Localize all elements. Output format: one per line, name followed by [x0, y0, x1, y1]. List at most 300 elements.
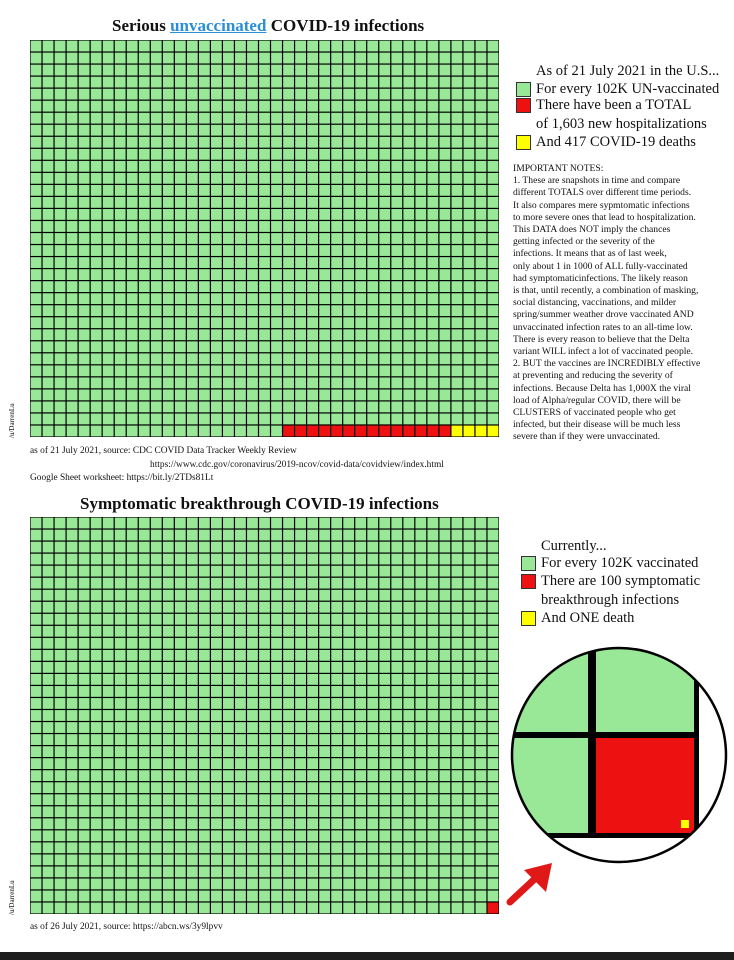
waffle-cell	[271, 590, 282, 601]
waffle-cell	[403, 903, 414, 914]
waffle-cell	[391, 782, 402, 793]
waffle-cell	[223, 770, 234, 781]
waffle-cell	[103, 879, 114, 890]
waffle-cell	[452, 542, 463, 553]
waffle-cell	[91, 414, 102, 425]
waffle-cell-red	[367, 426, 378, 437]
waffle-cell	[139, 221, 150, 232]
waffle-cell	[283, 221, 294, 232]
waffle-cell	[319, 402, 330, 413]
waffle-cell	[247, 113, 258, 124]
waffle-cell	[439, 353, 450, 364]
waffle-cell	[464, 197, 475, 208]
waffle-cell	[427, 197, 438, 208]
waffle-cell	[319, 578, 330, 589]
note-line: It also compares mere sypmtomatic infections	[513, 199, 690, 211]
waffle-cell	[79, 353, 90, 364]
waffle-cell	[151, 650, 162, 661]
waffle-cell	[115, 578, 126, 589]
waffle-cell	[439, 758, 450, 769]
waffle-cell	[367, 161, 378, 172]
waffle-cell	[367, 233, 378, 244]
waffle-cell	[259, 903, 270, 914]
waffle-cell	[127, 257, 138, 268]
waffle-cell	[43, 758, 54, 769]
waffle-cell	[79, 710, 90, 721]
waffle-cell	[115, 173, 126, 184]
waffle-cell	[151, 722, 162, 733]
waffle-cell	[259, 281, 270, 292]
waffle-cell	[391, 305, 402, 316]
waffle-cell	[43, 389, 54, 400]
waffle-cell	[67, 758, 78, 769]
waffle-cell	[55, 710, 66, 721]
waffle-cell	[379, 578, 390, 589]
waffle-cell	[199, 590, 210, 601]
waffle-cell	[331, 402, 342, 413]
waffle-cell	[403, 317, 414, 328]
waffle-cell	[103, 734, 114, 745]
waffle-cell	[223, 341, 234, 352]
waffle-cell	[235, 891, 246, 902]
waffle-cell	[415, 674, 426, 685]
waffle-cell	[139, 842, 150, 853]
waffle-cell	[67, 426, 78, 437]
waffle-cell	[439, 161, 450, 172]
waffle-cell	[31, 149, 42, 160]
waffle-cell	[115, 402, 126, 413]
waffle-cell	[79, 101, 90, 112]
waffle-cell	[31, 602, 42, 613]
waffle-cell	[103, 341, 114, 352]
waffle-cell	[271, 722, 282, 733]
waffle-cell	[163, 662, 174, 673]
waffle-cell	[235, 903, 246, 914]
waffle-cell	[319, 257, 330, 268]
waffle-cell	[103, 137, 114, 148]
waffle-cell	[67, 197, 78, 208]
waffle-cell	[391, 89, 402, 100]
waffle-cell	[55, 566, 66, 577]
waffle-cell	[151, 626, 162, 637]
waffle-cell	[31, 426, 42, 437]
waffle-cell	[31, 758, 42, 769]
waffle-cell	[79, 770, 90, 781]
waffle-cell	[223, 578, 234, 589]
waffle-cell	[283, 842, 294, 853]
waffle-cell	[55, 389, 66, 400]
waffle-cell	[187, 638, 198, 649]
waffle-cell	[103, 590, 114, 601]
waffle-cell	[31, 257, 42, 268]
waffle-cell	[379, 353, 390, 364]
waffle-cell	[331, 686, 342, 697]
waffle-cell	[488, 77, 499, 88]
waffle-cell	[476, 746, 487, 757]
waffle-cell	[391, 758, 402, 769]
waffle-cell	[415, 698, 426, 709]
waffle-cell	[55, 650, 66, 661]
waffle-cell	[127, 197, 138, 208]
waffle-cell	[247, 305, 258, 316]
waffle-cell	[259, 185, 270, 196]
waffle-cell	[163, 185, 174, 196]
waffle-cell	[452, 414, 463, 425]
waffle-cell	[343, 710, 354, 721]
waffle-cell	[343, 353, 354, 364]
waffle-cell	[331, 161, 342, 172]
waffle-cell	[235, 245, 246, 256]
waffle-cell	[259, 854, 270, 865]
waffle-cell	[247, 89, 258, 100]
waffle-cell	[151, 317, 162, 328]
waffle-cell	[367, 257, 378, 268]
waffle-cell	[199, 53, 210, 64]
waffle-cell	[319, 221, 330, 232]
waffle-cell	[427, 758, 438, 769]
waffle-cell	[488, 638, 499, 649]
waffle-cell	[151, 185, 162, 196]
waffle-cell	[139, 710, 150, 721]
waffle-cell	[43, 842, 54, 853]
waffle-cell	[331, 173, 342, 184]
waffle-cell	[79, 830, 90, 841]
waffle-cell	[283, 602, 294, 613]
waffle-cell	[427, 113, 438, 124]
waffle-cell	[464, 686, 475, 697]
waffle-cell	[259, 710, 270, 721]
waffle-cell	[488, 317, 499, 328]
waffle-cell	[391, 257, 402, 268]
waffle-cell	[67, 329, 78, 340]
waffle-cell	[379, 161, 390, 172]
waffle-cell	[452, 305, 463, 316]
waffle-cell	[163, 101, 174, 112]
waffle-cell	[175, 662, 186, 673]
waffle-cell	[355, 389, 366, 400]
waffle-cell	[175, 734, 186, 745]
waffle-cell	[439, 710, 450, 721]
waffle-cell	[464, 602, 475, 613]
waffle-cell	[283, 113, 294, 124]
zoom-cell-bottom-left	[508, 738, 588, 833]
waffle-cell	[271, 377, 282, 388]
note-line: This DATA does NOT imply the chances	[513, 224, 671, 236]
waffle-cell	[452, 554, 463, 565]
waffle-cell	[427, 269, 438, 280]
waffle-cell	[367, 377, 378, 388]
waffle-cell	[235, 554, 246, 565]
waffle-cell	[103, 245, 114, 256]
waffle-cell	[343, 830, 354, 841]
waffle-cell	[295, 209, 306, 220]
waffle-cell	[247, 125, 258, 136]
waffle-cell	[259, 245, 270, 256]
waffle-cell	[163, 197, 174, 208]
waffle-cell	[464, 221, 475, 232]
waffle-cell	[139, 197, 150, 208]
waffle-cell	[283, 806, 294, 817]
waffle-cell	[31, 590, 42, 601]
chart1-source-line2: https://www.cdc.gov/coronavirus/2019-ncov/covid-data/covidview/index.html	[150, 460, 444, 470]
waffle-cell	[319, 149, 330, 160]
waffle-cell	[139, 891, 150, 902]
waffle-cell	[355, 518, 366, 529]
waffle-cell	[271, 53, 282, 64]
waffle-cell	[31, 65, 42, 76]
waffle-cell	[151, 365, 162, 376]
waffle-cell	[43, 879, 54, 890]
waffle-cell	[163, 638, 174, 649]
waffle-cell	[452, 365, 463, 376]
waffle-cell	[187, 305, 198, 316]
waffle-cell	[283, 746, 294, 757]
waffle-cell	[379, 101, 390, 112]
waffle-cell	[187, 389, 198, 400]
waffle-cell	[439, 746, 450, 757]
waffle-cell	[235, 185, 246, 196]
waffle-cell	[452, 317, 463, 328]
waffle-cell	[355, 377, 366, 388]
waffle-cell	[427, 305, 438, 316]
waffle-cell	[415, 269, 426, 280]
waffle-cell	[187, 866, 198, 877]
waffle-cell	[67, 542, 78, 553]
waffle-cell	[43, 149, 54, 160]
waffle-cell	[283, 89, 294, 100]
waffle-cell	[223, 402, 234, 413]
waffle-cell	[67, 722, 78, 733]
waffle-cell	[343, 101, 354, 112]
waffle-cell	[139, 293, 150, 304]
waffle-cell	[271, 209, 282, 220]
waffle-cell	[295, 89, 306, 100]
waffle-cell	[91, 426, 102, 437]
waffle-cell	[476, 614, 487, 625]
waffle-cell	[55, 818, 66, 829]
waffle-cell	[391, 341, 402, 352]
waffle-cell	[295, 758, 306, 769]
waffle-cell	[43, 626, 54, 637]
waffle-cell	[355, 353, 366, 364]
waffle-cell	[439, 806, 450, 817]
waffle-cell	[415, 626, 426, 637]
waffle-cell	[31, 806, 42, 817]
waffle-cell	[367, 590, 378, 601]
waffle-cell	[259, 626, 270, 637]
waffle-cell	[464, 101, 475, 112]
waffle-cell	[55, 638, 66, 649]
waffle-cell	[247, 854, 258, 865]
waffle-cell	[199, 329, 210, 340]
waffle-cell	[235, 125, 246, 136]
waffle-cell	[476, 281, 487, 292]
waffle-cell	[439, 674, 450, 685]
waffle-cell	[488, 614, 499, 625]
waffle-cell	[343, 638, 354, 649]
waffle-cell	[283, 257, 294, 268]
waffle-cell	[247, 233, 258, 244]
waffle-cell	[211, 305, 222, 316]
waffle-cell	[488, 113, 499, 124]
waffle-cell	[452, 377, 463, 388]
waffle-cell	[55, 842, 66, 853]
waffle-cell	[151, 125, 162, 136]
waffle-cell	[427, 209, 438, 220]
chart2-title: Symptomatic breakthrough COVID-19 infections	[80, 494, 439, 513]
waffle-cell	[415, 281, 426, 292]
waffle-cell	[211, 866, 222, 877]
waffle-cell	[175, 518, 186, 529]
waffle-cell	[91, 566, 102, 577]
waffle-cell	[343, 209, 354, 220]
waffle-cell	[452, 854, 463, 865]
waffle-cell	[91, 377, 102, 388]
chart1-title-link[interactable]: unvaccinated	[170, 16, 267, 35]
waffle-cell	[391, 818, 402, 829]
waffle-cell	[247, 245, 258, 256]
waffle-cell	[91, 842, 102, 853]
waffle-cell	[43, 614, 54, 625]
waffle-cell	[331, 53, 342, 64]
zoom-gridline-h	[508, 732, 698, 738]
waffle-cell-red	[427, 426, 438, 437]
waffle-cell	[43, 293, 54, 304]
waffle-cell	[271, 866, 282, 877]
waffle-cell	[79, 377, 90, 388]
waffle-cell	[103, 698, 114, 709]
waffle-cell	[271, 879, 282, 890]
waffle-cell	[403, 602, 414, 613]
waffle-cell	[43, 542, 54, 553]
waffle-cell	[391, 542, 402, 553]
waffle-cell	[331, 389, 342, 400]
waffle-cell	[187, 269, 198, 280]
legend1-red-swatch	[516, 98, 531, 113]
legend1-green-swatch	[516, 82, 531, 97]
waffle-cell	[295, 149, 306, 160]
waffle-cell	[163, 414, 174, 425]
waffle-cell	[79, 389, 90, 400]
waffle-cell	[31, 209, 42, 220]
waffle-cell	[307, 149, 318, 160]
waffle-cell	[163, 866, 174, 877]
waffle-cell	[103, 426, 114, 437]
waffle-cell	[476, 173, 487, 184]
waffle-cell	[488, 305, 499, 316]
waffle-cell	[247, 530, 258, 541]
waffle-cell	[452, 698, 463, 709]
waffle-cell	[283, 650, 294, 661]
waffle-cell	[343, 41, 354, 52]
waffle-cell	[55, 329, 66, 340]
waffle-cell	[427, 830, 438, 841]
waffle-cell	[199, 614, 210, 625]
waffle-cell	[464, 365, 475, 376]
waffle-cell	[439, 233, 450, 244]
waffle-cell	[319, 365, 330, 376]
waffle-cell	[415, 125, 426, 136]
waffle-cell	[331, 578, 342, 589]
waffle-cell	[211, 161, 222, 172]
waffle-cell	[488, 41, 499, 52]
waffle-cell	[187, 626, 198, 637]
waffle-cell	[199, 518, 210, 529]
waffle-cell	[488, 257, 499, 268]
waffle-cell	[283, 758, 294, 769]
waffle-cell	[115, 794, 126, 805]
waffle-cell	[151, 197, 162, 208]
waffle-cell	[211, 414, 222, 425]
waffle-cell	[175, 414, 186, 425]
waffle-cell	[247, 866, 258, 877]
waffle-cell	[199, 197, 210, 208]
waffle-cell	[476, 161, 487, 172]
waffle-cell	[115, 414, 126, 425]
waffle-cell	[247, 209, 258, 220]
waffle-cell	[271, 414, 282, 425]
waffle-cell	[343, 879, 354, 890]
waffle-cell	[43, 89, 54, 100]
waffle-cell	[488, 734, 499, 745]
waffle-cell	[403, 566, 414, 577]
waffle-cell	[151, 746, 162, 757]
waffle-cell	[43, 806, 54, 817]
waffle-cell	[79, 686, 90, 697]
waffle-cell	[295, 674, 306, 685]
waffle-cell	[163, 233, 174, 244]
waffle-cell	[283, 185, 294, 196]
waffle-cell	[199, 185, 210, 196]
waffle-cell	[31, 614, 42, 625]
waffle-cell	[175, 257, 186, 268]
waffle-cell	[103, 101, 114, 112]
waffle-cell	[464, 638, 475, 649]
waffle-cell	[283, 662, 294, 673]
waffle-cell	[43, 377, 54, 388]
waffle-cell	[271, 662, 282, 673]
waffle-cell	[223, 554, 234, 565]
waffle-cell	[247, 734, 258, 745]
waffle-cell	[91, 113, 102, 124]
waffle-cell	[271, 830, 282, 841]
waffle-cell	[199, 746, 210, 757]
waffle-cell	[452, 674, 463, 685]
waffle-cell	[355, 269, 366, 280]
waffle-cell	[55, 233, 66, 244]
waffle-cell	[79, 41, 90, 52]
waffle-cell	[307, 233, 318, 244]
waffle-cell	[331, 626, 342, 637]
waffle-cell	[415, 590, 426, 601]
waffle-cell	[415, 758, 426, 769]
waffle-cell	[79, 542, 90, 553]
waffle-cell	[247, 402, 258, 413]
waffle-cell	[307, 101, 318, 112]
waffle-cell	[91, 818, 102, 829]
waffle-cell	[343, 578, 354, 589]
waffle-cell	[452, 590, 463, 601]
waffle-cell	[415, 806, 426, 817]
waffle-cell	[235, 149, 246, 160]
waffle-cell	[355, 65, 366, 76]
waffle-cell	[415, 518, 426, 529]
waffle-cell	[355, 293, 366, 304]
waffle-cell	[199, 578, 210, 589]
waffle-cell	[259, 89, 270, 100]
waffle-cell	[259, 77, 270, 88]
waffle-cell	[331, 879, 342, 890]
